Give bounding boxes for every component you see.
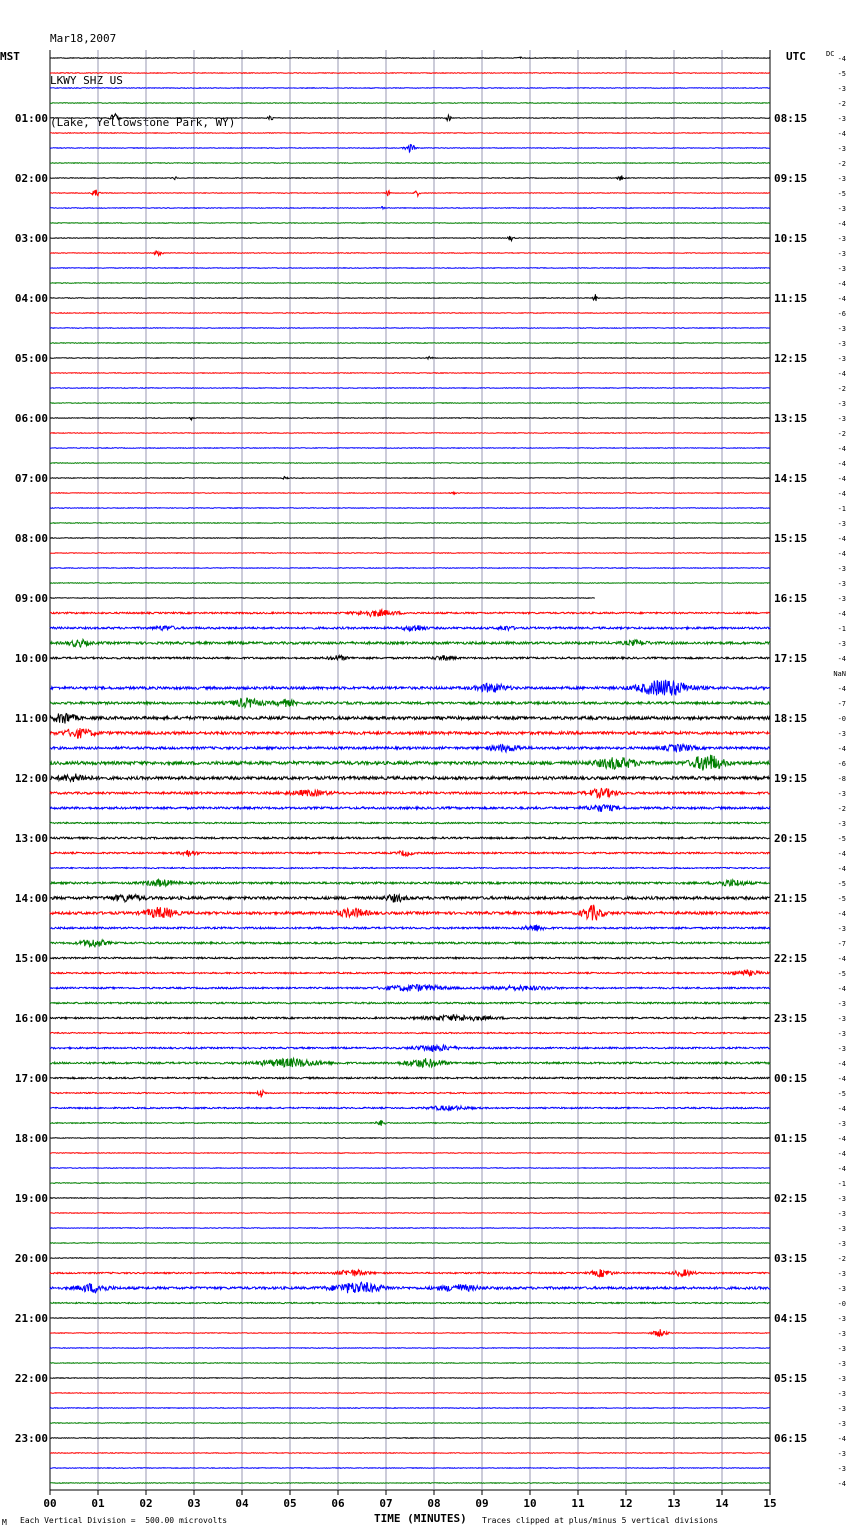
trace-offset-label: -7	[837, 940, 846, 948]
right-hour-label: 12:15	[774, 352, 808, 365]
trace-offset-label: -3	[837, 1330, 846, 1338]
trace-offset-label: -4	[837, 295, 846, 303]
left-hour-label: 17:00	[14, 1072, 48, 1085]
trace-offset-label: -3	[837, 325, 846, 333]
x-tick-label: 00	[43, 1497, 57, 1510]
trace-line	[50, 1058, 770, 1067]
left-hour-label: 15:00	[14, 952, 48, 965]
right-hour-label: 19:15	[774, 772, 808, 785]
trace-line	[50, 283, 770, 284]
left-hour-label: 18:00	[14, 1132, 48, 1145]
trace-line	[50, 103, 770, 104]
trace-line	[50, 1153, 770, 1154]
x-tick-label: 14	[715, 1497, 729, 1510]
left-hour-label: 01:00	[14, 112, 48, 125]
right-hour-label: 15:15	[774, 532, 808, 545]
trace-offset-label: -3	[837, 1345, 846, 1353]
trace-offset-label: -5	[837, 1090, 846, 1098]
trace-offset-label: -5	[837, 970, 846, 978]
trace-offset-label: -3	[837, 340, 846, 348]
trace-line	[50, 1183, 770, 1184]
left-hour-label: 10:00	[14, 652, 48, 665]
right-hour-label: 16:15	[774, 592, 808, 605]
left-hour-label: 19:00	[14, 1192, 48, 1205]
left-timezone-label: MST	[0, 50, 20, 63]
trace-line	[50, 1120, 770, 1126]
trace-offset-label: -3	[837, 1450, 846, 1458]
trace-line	[50, 1002, 770, 1004]
trace-offset-label: -4	[837, 445, 846, 453]
left-hour-label: 13:00	[14, 832, 48, 845]
trace-line	[50, 207, 770, 210]
left-hour-label: 02:00	[14, 172, 48, 185]
trace-line	[50, 356, 770, 359]
corner-mark: M	[2, 1518, 7, 1527]
trace-offset-label: -4	[837, 745, 846, 753]
trace-offset-label: -4	[837, 370, 846, 378]
trace-offset-label: -4	[837, 850, 846, 858]
x-tick-label: 13	[667, 1497, 681, 1510]
right-hour-label: 01:15	[774, 1132, 808, 1145]
left-hour-label: 04:00	[14, 292, 48, 305]
trace-offset-label: -2	[837, 385, 846, 393]
trace-offset-label: -4	[837, 1435, 846, 1443]
trace-offset-label: -4	[837, 550, 846, 558]
x-tick-label: 12	[619, 1497, 633, 1510]
trace-line	[50, 985, 770, 992]
trace-line	[50, 433, 770, 434]
trace-line	[50, 163, 770, 164]
trace-line	[50, 822, 770, 823]
right-hour-label: 17:15	[774, 652, 808, 665]
trace-offset-label: -1	[837, 1180, 846, 1188]
trace-line	[50, 568, 770, 569]
trace-offset-label: -5	[837, 70, 846, 78]
trace-offset-label: -3	[837, 145, 846, 153]
trace-offset-label: -6	[837, 310, 846, 318]
trace-offset-label: -4	[837, 1105, 846, 1113]
trace-line	[50, 236, 770, 241]
trace-line	[50, 850, 770, 857]
right-hour-label: 14:15	[774, 472, 808, 485]
trace-line	[50, 774, 770, 782]
right-timezone-label: UTC	[786, 50, 806, 63]
trace-line	[50, 1032, 770, 1033]
right-hour-label: 20:15	[774, 832, 808, 845]
trace-offset-label: -4	[837, 220, 846, 228]
x-tick-label: 11	[571, 1497, 585, 1510]
left-hour-label: 12:00	[14, 772, 48, 785]
trace-offset-label: -3	[837, 175, 846, 183]
left-hour-label: 14:00	[14, 892, 48, 905]
trace-line	[50, 133, 770, 134]
trace-offset-label: -3	[837, 730, 846, 738]
trace-offset-label: -3	[837, 1240, 846, 1248]
trace-offset-label: -3	[837, 400, 846, 408]
trace-offset-label: -3	[837, 355, 846, 363]
trace-line	[50, 905, 770, 921]
trace-offset-label: -3	[837, 415, 846, 423]
trace-line	[50, 190, 770, 197]
trace-line	[50, 538, 770, 539]
trace-offset-label: -4	[837, 1150, 846, 1158]
x-tick-label: 06	[331, 1497, 345, 1510]
trace-line	[50, 373, 770, 374]
trace-line	[50, 1468, 770, 1469]
x-tick-label: 02	[139, 1497, 153, 1510]
left-hour-label: 23:00	[14, 1432, 48, 1445]
trace-line	[50, 1348, 770, 1349]
trace-line	[50, 73, 770, 74]
trace-offset-label: NaN	[833, 670, 846, 678]
x-tick-label: 01	[91, 1497, 105, 1510]
right-hour-label: 03:15	[774, 1252, 808, 1265]
trace-line	[50, 176, 770, 181]
trace-line	[50, 940, 770, 948]
trace-line	[50, 88, 770, 89]
header-location: (Lake, Yellowstone Park, WY)	[50, 116, 236, 129]
left-hour-label: 07:00	[14, 472, 48, 485]
trace-line	[50, 879, 770, 886]
trace-line	[50, 1228, 770, 1229]
trace-offset-label: -3	[837, 1030, 846, 1038]
x-tick-label: 07	[379, 1497, 393, 1510]
trace-line	[50, 463, 770, 464]
right-hour-label: 21:15	[774, 892, 808, 905]
trace-offset-label: -5	[837, 880, 846, 888]
trace-line	[50, 598, 595, 599]
trace-offset-label: -2	[837, 805, 846, 813]
trace-offset-label: -4	[837, 865, 846, 873]
trace-line	[50, 698, 770, 707]
left-hour-label: 05:00	[14, 352, 48, 365]
trace-line	[50, 655, 770, 661]
trace-line	[50, 1363, 770, 1364]
trace-line	[50, 867, 770, 868]
trace-line	[50, 1329, 770, 1336]
trace-offset-label: -3	[837, 1195, 846, 1203]
x-tick-label: 15	[763, 1497, 777, 1510]
right-hour-label: 23:15	[774, 1012, 808, 1025]
trace-offset-label: -3	[837, 1120, 846, 1128]
trace-line	[50, 610, 770, 617]
trace-line	[50, 1318, 770, 1319]
x-tick-label: 03	[187, 1497, 201, 1510]
trace-offset-label: -4	[837, 475, 846, 483]
right-hour-label: 04:15	[774, 1312, 808, 1325]
trace-offset-label: -3	[837, 1390, 846, 1398]
trace-offset-label: -5	[837, 835, 846, 843]
trace-line	[50, 925, 770, 932]
trace-offset-label: -3	[837, 1465, 846, 1473]
trace-line	[50, 1302, 770, 1303]
trace-line	[50, 744, 770, 752]
trace-offset-label: -3	[837, 1315, 846, 1323]
trace-line	[50, 57, 770, 58]
left-hour-label: 22:00	[14, 1372, 48, 1385]
trace-line	[50, 1378, 770, 1379]
right-hour-label: 05:15	[774, 1372, 808, 1385]
trace-line	[50, 728, 770, 738]
trace-line	[50, 313, 770, 314]
trace-line	[50, 1138, 770, 1139]
trace-line	[50, 1282, 770, 1293]
trace-offset-label: -1	[837, 625, 846, 633]
trace-offset-label: -3	[837, 565, 846, 573]
trace-line	[50, 1077, 770, 1079]
trace-line	[50, 145, 770, 153]
trace-line	[50, 1213, 770, 1214]
trace-line	[50, 114, 770, 121]
right-hour-label: 22:15	[774, 952, 808, 965]
trace-line	[50, 805, 770, 812]
trace-offset-label: -2	[837, 430, 846, 438]
trace-offset-label: -3	[837, 790, 846, 798]
trace-offset-label: -3	[837, 250, 846, 258]
trace-offset-label: -4	[837, 1135, 846, 1143]
trace-line	[50, 1198, 770, 1199]
trace-offset-label: -3	[837, 1270, 846, 1278]
trace-line	[50, 1045, 770, 1052]
trace-offset-label: -4	[837, 1060, 846, 1068]
trace-line	[50, 388, 770, 389]
trace-offset-label: -4	[837, 1165, 846, 1173]
right-hour-label: 18:15	[774, 712, 808, 725]
trace-offset-label: -4	[837, 685, 846, 693]
trace-offset-label: -2	[837, 1255, 846, 1263]
trace-line	[50, 1483, 770, 1484]
trace-line	[50, 1105, 770, 1110]
trace-line	[50, 343, 770, 344]
trace-line	[50, 1090, 770, 1097]
trace-line	[50, 477, 770, 480]
trace-offset-label: -3	[837, 235, 846, 243]
trace-offset-label: -3	[837, 115, 846, 123]
trace-offset-label: -4	[837, 610, 846, 618]
trace-offset-label: -2	[837, 100, 846, 108]
trace-offset-label: -5	[837, 895, 846, 903]
trace-line	[50, 508, 770, 509]
trace-line	[50, 1258, 770, 1259]
trace-offset-label: -3	[837, 1285, 846, 1293]
trace-line	[50, 403, 770, 404]
trace-offset-label: -3	[837, 205, 846, 213]
trace-offset-label: -3	[837, 1405, 846, 1413]
trace-line	[50, 268, 770, 269]
left-hour-label: 09:00	[14, 592, 48, 605]
trace-offset-label: -3	[837, 1375, 846, 1383]
trace-line	[50, 1168, 770, 1169]
right-hour-label: 09:15	[774, 172, 808, 185]
trace-line	[50, 523, 770, 524]
left-hour-label: 11:00	[14, 712, 48, 725]
trace-line	[50, 713, 770, 723]
right-hour-label: 10:15	[774, 232, 808, 245]
trace-line	[50, 625, 770, 631]
trace-line	[50, 1269, 770, 1277]
trace-line	[50, 328, 770, 329]
trace-offset-label: -3	[837, 1210, 846, 1218]
trace-line	[50, 970, 770, 976]
trace-line	[50, 583, 770, 584]
trace-line	[50, 1243, 770, 1244]
trace-offset-label: -3	[837, 640, 846, 648]
trace-offset-label: -4	[837, 460, 846, 468]
trace-offset-label: -4	[837, 55, 846, 63]
x-tick-label: 10	[523, 1497, 537, 1510]
trace-offset-label: -4	[837, 130, 846, 138]
trace-offset-label: -3	[837, 85, 846, 93]
trace-offset-label: -4	[837, 955, 846, 963]
trace-line	[50, 680, 770, 696]
trace-line	[50, 417, 770, 419]
header-date: Mar18,2007	[50, 32, 117, 45]
trace-offset-label: -4	[837, 280, 846, 288]
trace-line	[50, 1408, 770, 1409]
trace-offset-label: -3	[837, 1360, 846, 1368]
trace-offset-label: -3	[837, 1000, 846, 1008]
trace-line	[50, 1423, 770, 1424]
right-hour-label: 00:15	[774, 1072, 808, 1085]
trace-line	[50, 1453, 770, 1454]
x-tick-label: 09	[475, 1497, 489, 1510]
trace-offset-label: -4	[837, 655, 846, 663]
header-station: LKWY SHZ US	[50, 74, 123, 87]
trace-offset-label: -3	[837, 595, 846, 603]
trace-offset-label: -6	[837, 760, 846, 768]
trace-line	[50, 1438, 770, 1439]
trace-line	[50, 492, 770, 494]
trace-line	[50, 755, 770, 771]
trace-offset-label: -3	[837, 925, 846, 933]
trace-offset-label: -3	[837, 580, 846, 588]
x-tick-label: 05	[283, 1497, 297, 1510]
trace-offset-label: -0	[837, 1300, 846, 1308]
trace-line	[50, 294, 770, 301]
trace-offset-label: -3	[837, 520, 846, 528]
right-hour-label: 11:15	[774, 292, 808, 305]
trace-offset-label: -3	[837, 1225, 846, 1233]
x-tick-label: 08	[427, 1497, 441, 1510]
left-hour-label: 16:00	[14, 1012, 48, 1025]
trace-offset-label: -1	[837, 505, 846, 513]
trace-line	[50, 448, 770, 449]
clip-note: Traces clipped at plus/minus 5 vertical divisions	[482, 1516, 719, 1525]
trace-line	[50, 788, 770, 798]
trace-offset-label: -3	[837, 265, 846, 273]
trace-offset-label: -4	[837, 1075, 846, 1083]
trace-line	[50, 223, 770, 224]
left-hour-label: 20:00	[14, 1252, 48, 1265]
trace-line	[50, 639, 770, 647]
trace-offset-label: -3	[837, 1045, 846, 1053]
trace-line	[50, 1015, 770, 1021]
trace-line	[50, 251, 770, 256]
left-hour-label: 08:00	[14, 532, 48, 545]
trace-offset-label: -4	[837, 910, 846, 918]
trace-offset-label: -5	[837, 190, 846, 198]
trace-offset-label: -3	[837, 1420, 846, 1428]
trace-offset-label: -2	[837, 160, 846, 168]
trace-line	[50, 1393, 770, 1394]
trace-offset-label: -3	[837, 820, 846, 828]
trace-offset-label: -8	[837, 775, 846, 783]
trace-offset-label: -3	[837, 1015, 846, 1023]
right-hour-label: 08:15	[774, 112, 808, 125]
trace-offset-label: -4	[837, 490, 846, 498]
right-hour-label: 06:15	[774, 1432, 808, 1445]
left-hour-label: 03:00	[14, 232, 48, 245]
x-axis-label: TIME (MINUTES)	[374, 1512, 467, 1525]
trace-offset-label: -0	[837, 715, 846, 723]
right-hour-label: 13:15	[774, 412, 808, 425]
left-hour-label: 21:00	[14, 1312, 48, 1325]
dc-column-header: DC	[826, 50, 835, 58]
trace-line	[50, 837, 770, 839]
trace-line	[50, 894, 770, 902]
x-tick-label: 04	[235, 1497, 249, 1510]
left-hour-label: 06:00	[14, 412, 48, 425]
trace-offset-label: -4	[837, 1480, 846, 1488]
trace-line	[50, 957, 770, 959]
trace-offset-label: -7	[837, 700, 846, 708]
trace-offset-label: -4	[837, 985, 846, 993]
trace-offset-label: -4	[837, 535, 846, 543]
trace-line	[50, 553, 770, 554]
scale-note: Each Vertical Division = 500.00 microvolts	[20, 1516, 228, 1525]
right-hour-label: 02:15	[774, 1192, 808, 1205]
